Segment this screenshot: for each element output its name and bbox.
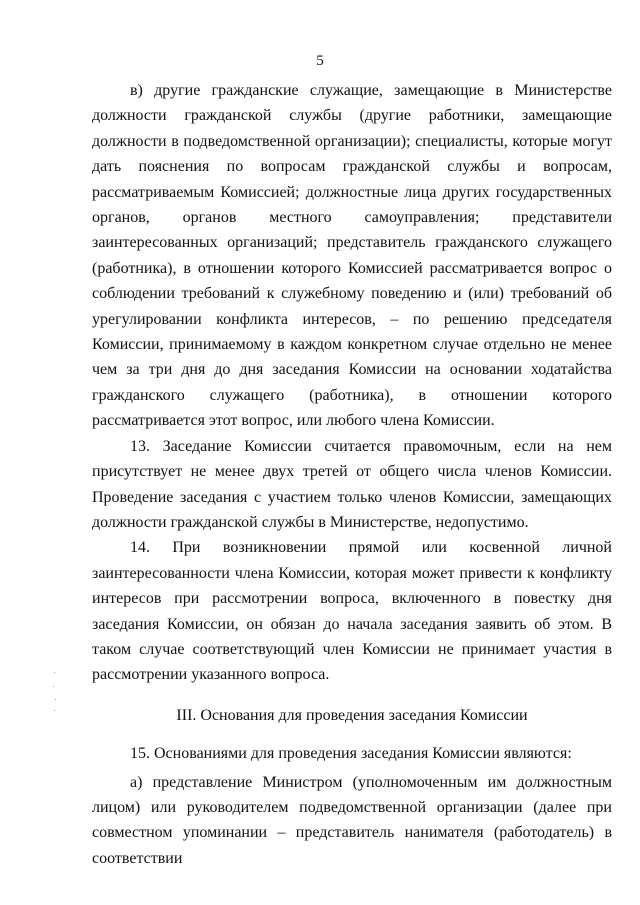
- section-heading: III. Основания для проведения заседания Комиссии: [176, 706, 528, 724]
- paragraph-13: 13. Заседание Комиссии считается правомочным, если на нем присутствует не менее двух третей от общего числа членов Комиссии. Проведение заседания с участием только членов Комиссии, замещающих должности гражданской службы в Министерстве, недопустимо.: [92, 437, 612, 531]
- scan-artifact: [52, 672, 58, 712]
- paragraph-12v: в) другие гражданские служащие, замещающие в Министерстве должности гражданской службы (другие работники, замещающие должности в подведомственной организации); специалисты, которые могут дать пояснения по вопросам гражданской службы и вопросам, рассматриваемым Комиссией; должностные лица других государственных органов, органов местного самоуправления; представители заинтересованных организаций; представитель гражданского служащего (работника), в отношении которого Комиссией рассматривается вопрос о соблюдении требований к служебному поведению и (или) требований об урегулировании конфликта интересов, – по решению председателя Комиссии, принимаемому в каждом конкретном случае отдельно не менее чем за три дня до дня заседания Комиссии на основании ходатайства гражданского служащего (работника), в отношении которого рассматривается этот вопрос, или любого члена Комиссии.: [92, 82, 612, 430]
- document-body: [92, 78, 612, 871]
- page-number: 5: [316, 53, 324, 69]
- paragraph-15: 15. Основаниями для проведения заседания Комиссии являются:: [130, 745, 572, 763]
- paragraph-14: 14. При возникновении прямой или косвенной личной заинтересованности члена Комиссии, которая может привести к конфликту интересов при рассмотрении вопроса, включенного в повестку дня заседания Комиссии, он обязан до начала заседания заявить об этом. В таком случае соответствующий член Комиссии не принимает участия в рассмотрении указанного вопроса.: [92, 539, 612, 684]
- paragraph-15a: а) представление Министром (уполномоченным им должностным лицом) или руководителем подведомственной организации (далее при совместном упоминании – представитель нанимателя (работодатель) в соответствии: [92, 773, 612, 867]
